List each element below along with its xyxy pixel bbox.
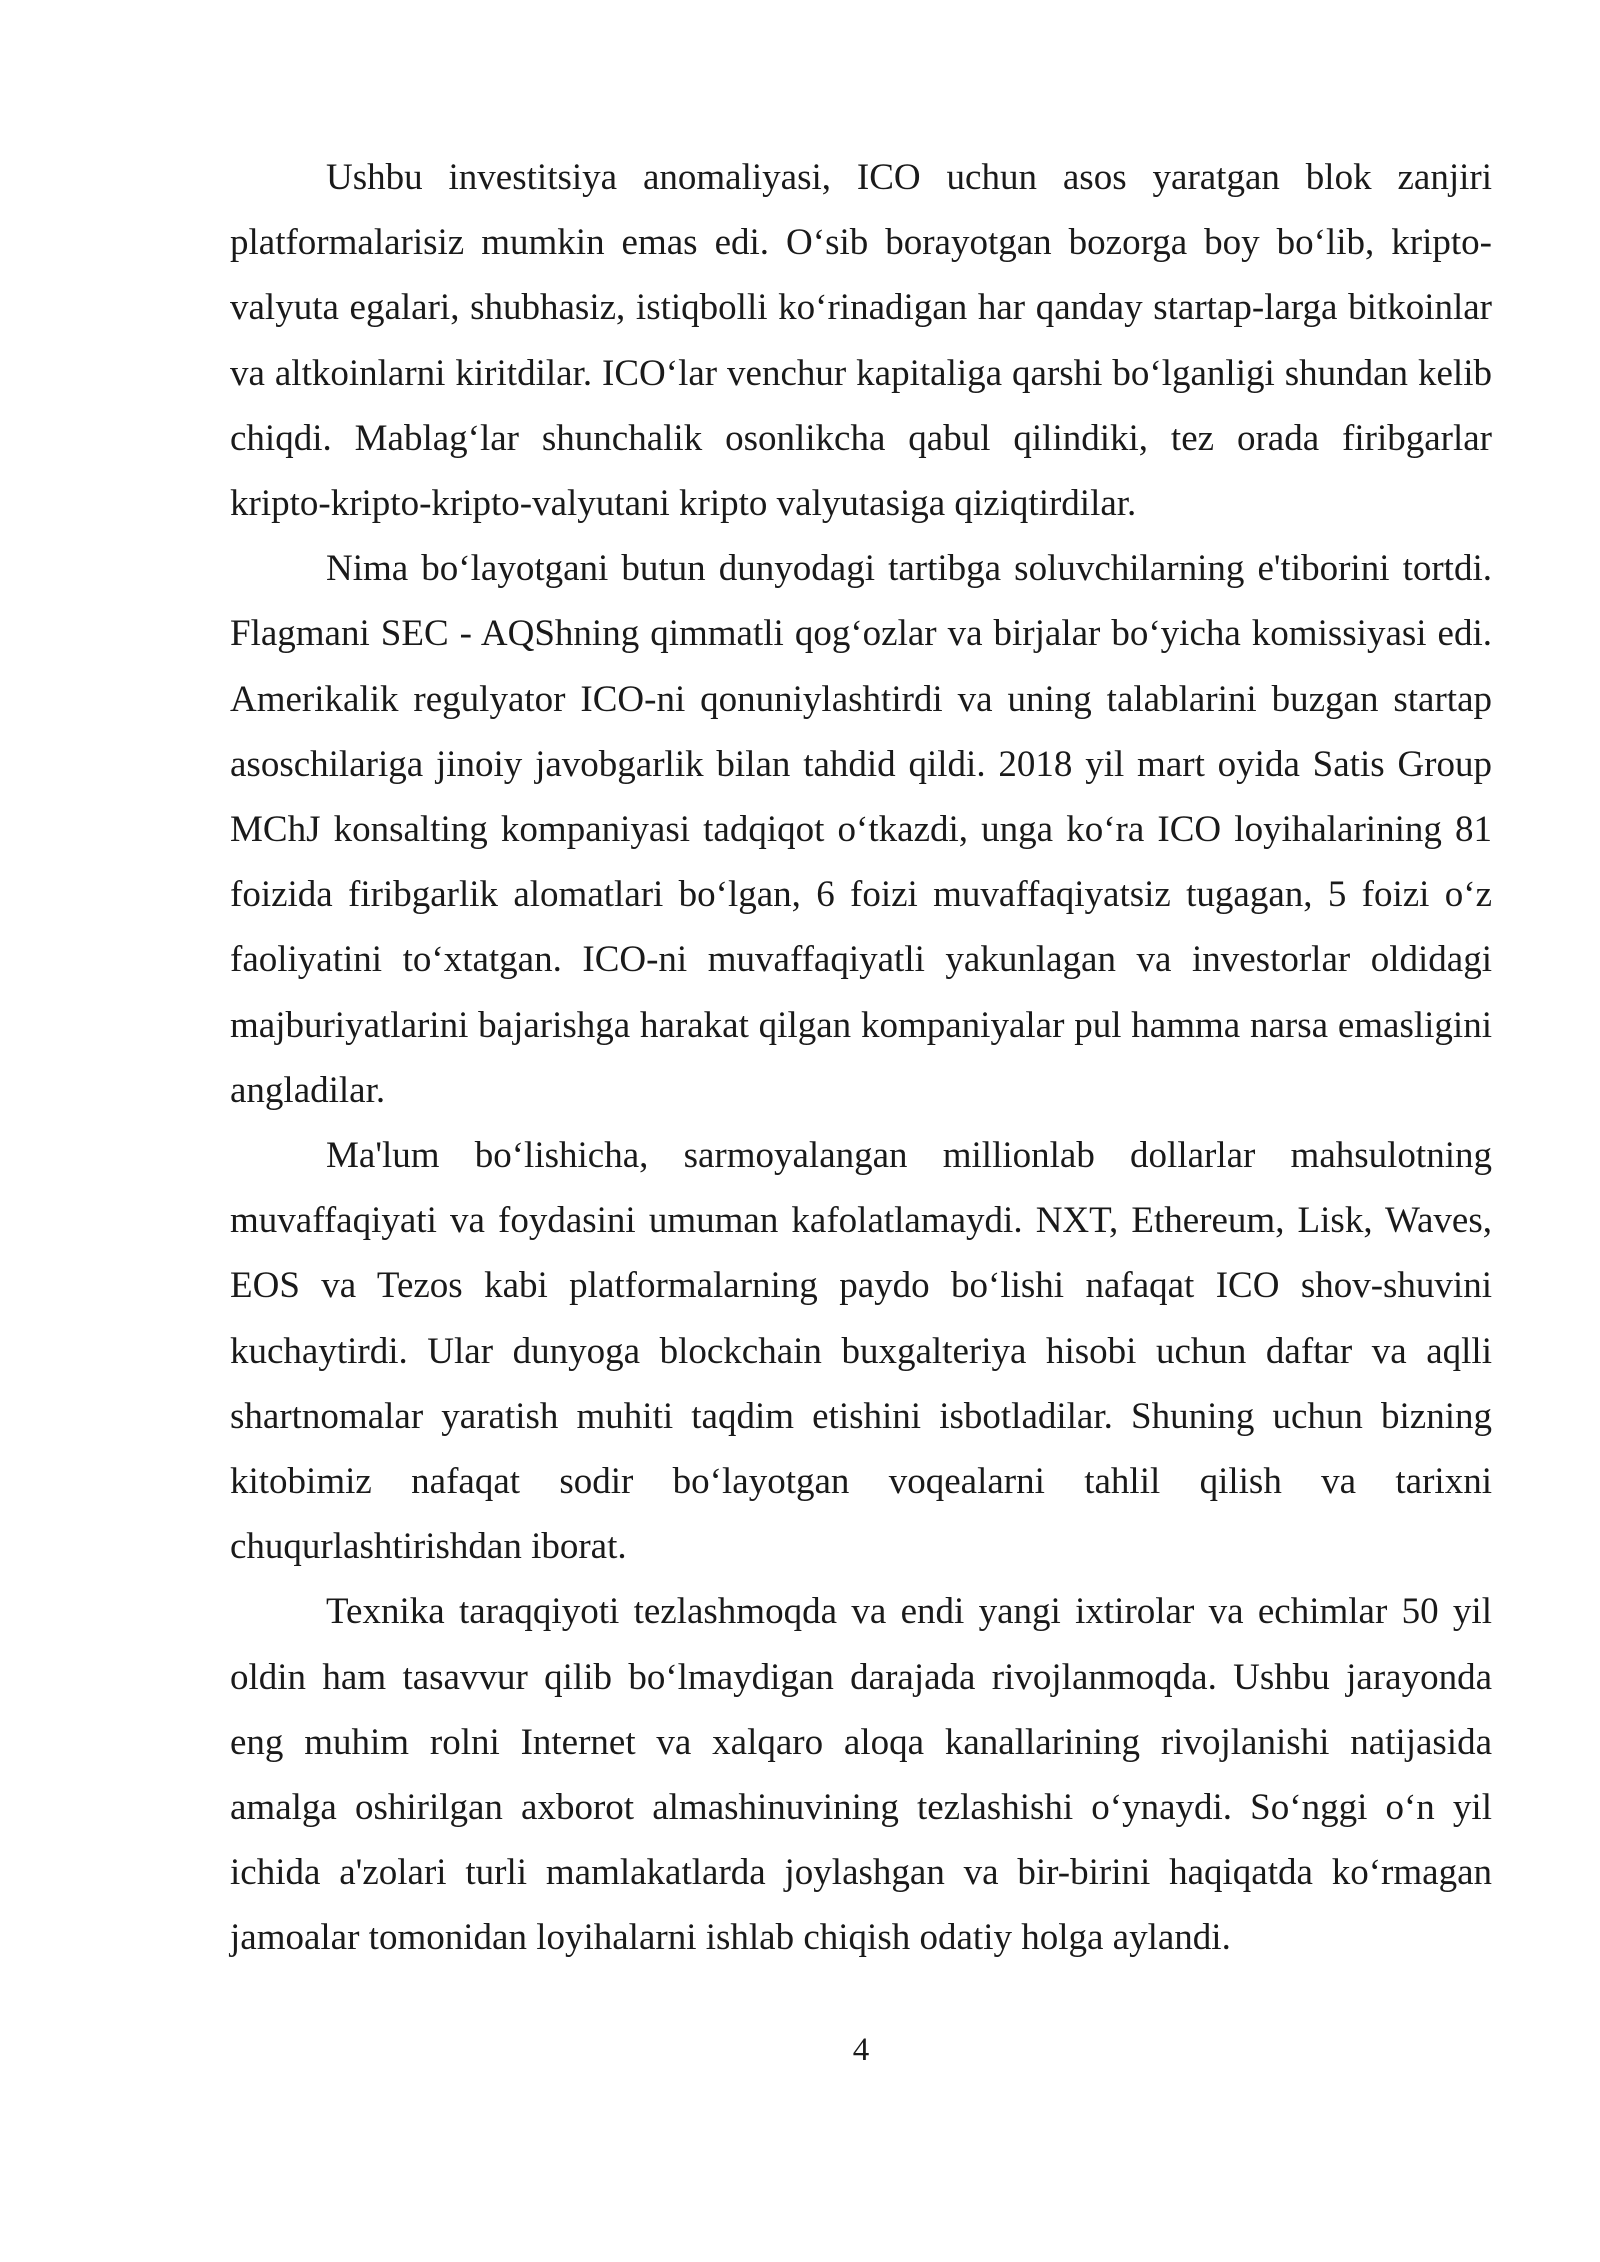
paragraph-1: Ushbu investitsiya anomaliyasi, ICO uchun asos yaratgan blok zanjiri platformalarisiz mumkin emas edi. O‘sib borayotgan bozorga boy bo‘lib, kripto-valyuta egalari, shubhasiz, istiqbolli ko‘rinadigan har qanday startap-larga bitkoinlar va altkoinlarni kiritdilar. ICO‘lar venchur kapitaliga qarshi bo‘lganligi shundan kelib chiqdi. Mablag‘lar shunchalik osonlikcha qabul qilindiki, tez orada firibgarlar kripto-kripto-kripto-valyutani kripto valyutasiga qiziqtirdilar.: [230, 157, 1492, 525]
paragraph-3: Ma'lum bo‘lishicha, sarmoyalangan millionlab dollarlar mahsulotning muvaffaqiyati va foydasini umuman kafolatlamaydi. NXT, Ethereum, Lisk, Waves, EOS va Tezos kabi platformalarning paydo bo‘lishi nafaqat ICO shov-shuvini kuchaytirdi. Ular dunyoga blockchain buxgalteriya hisobi uchun daftar va aqlli shartnomalar yaratish muhiti taqdim etishini isbotladilar. Shuning uchun bizning kitobimiz nafaqat sodir bo‘layotgan voqealarni tahlil qilish va tarixni chuqurlashtirishdan iborat.: [230, 1135, 1492, 1568]
paragraph-4: Texnika taraqqiyoti tezlashmoqda va endi yangi ixtirolar va echimlar 50 yil oldin ham tasavvur qilib bo‘lmaydigan darajada rivojlanmoqda. Ushbu jarayonda eng muhim rolni Internet va xalqaro aloqa kanallarining rivojlanishi natijasida amalga oshirilgan axborot almashinuvining tezlashishi o‘ynaydi. So‘nggi o‘n yil ichida a'zolari turli mamlakatlarda joylashgan va bir-birini haqiqatda ko‘rmagan jamoalar tomonidan loyihalarni ishlab chiqish odatiy holga aylandi.: [230, 1591, 1492, 1959]
paragraph-2: Nima bo‘layotgani butun dunyodagi tartibga soluvchilarning e'tiborini tortdi. Flagmani SEC - AQShning qimmatli qog‘ozlar va birjalar bo‘yicha komissiyasi edi. Amerikalik regulyator ICO-ni qonuniylashtirdi va uning talablarini buzgan startap asoschilariga jinoiy javobgarlik bilan tahdid qildi. 2018 yil mart oyida Satis Group MChJ konsalting kompaniyasi tadqiqot o‘tkazdi, unga ko‘ra ICO loyihalarining 81 foizida firibgarlik alomatlari bo‘lgan, 6 foizi muvaffaqiyatsiz tugagan, 5 foizi o‘z faoliyatini to‘xtatgan. ICO-ni muvaffaqiyatli yakunlagan va investorlar oldidagi majburiyatlarini bajarishga harakat qilgan kompaniyalar pul hamma narsa emasligini angladilar.: [230, 548, 1492, 1111]
page-number: 4: [852, 2032, 870, 2068]
body-text: [230, 145, 1492, 1971]
